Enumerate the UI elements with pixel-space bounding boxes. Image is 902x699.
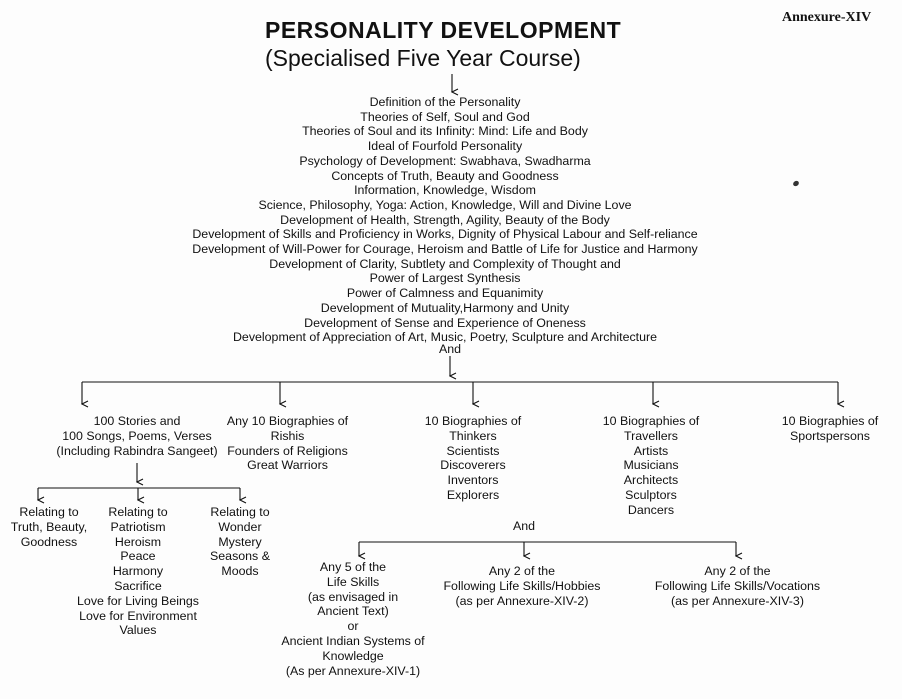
topic-item: Psychology of Development: Swabhava, Swadharma xyxy=(299,153,591,168)
life-skill-line: (as per Annexure-XIV-2) xyxy=(455,593,589,608)
sub-branch-line: Relating to xyxy=(210,505,270,519)
branch-line: Dancers xyxy=(627,502,675,517)
branch-line: Great Warriors xyxy=(247,458,328,473)
sub-branch-line: Peace xyxy=(120,549,156,564)
life-skill-line: Ancient Text) xyxy=(317,604,389,619)
sub-branch-line: Relating to xyxy=(19,505,79,519)
branch-line: 10 Biographies of xyxy=(424,414,522,428)
topic-item: Theories of Soul and its Infinity: Mind: Life and Body xyxy=(302,124,588,139)
life-skill-line: Following Life Skills/Vocations xyxy=(654,578,821,593)
life-skill-line: Any 2 of the xyxy=(704,564,771,578)
life-skill-line: Any 2 of the xyxy=(488,564,556,578)
branch-line: Rishis xyxy=(270,428,305,443)
sub-branch-line: Goodness xyxy=(20,534,78,549)
topic-item: Ideal of Fourfold Personality xyxy=(367,139,523,154)
topic-item: Development of Sense and Experience of Oneness xyxy=(304,315,586,330)
branch-line: 100 Songs, Poems, Verses xyxy=(62,428,212,443)
topic-item: Development of Health, Strength, Agility, Beauty of the Body xyxy=(280,212,610,227)
sub-branch-line: Love for Environment xyxy=(79,608,197,623)
branch-line: Sculptors xyxy=(625,487,677,502)
life-skill-line: Ancient Indian Systems of xyxy=(281,633,425,648)
sub-branch-line: Mystery xyxy=(218,534,262,549)
topic-item: Development of Appreciation of Art, Music, Poetry, Sculpture and Architecture xyxy=(232,330,658,345)
branch-thinkers xyxy=(400,414,546,503)
life-skill-line: Life Skills xyxy=(326,574,380,589)
page-title: PERSONALITY DEVELOPMENT xyxy=(265,17,622,43)
branch-line: Artists xyxy=(633,443,669,458)
life-skill-line: Following Life Skills/Hobbies xyxy=(443,578,601,593)
life-skill-line: or xyxy=(347,619,359,634)
topic-item: Development of Will-Power for Courage, Heroism and Battle of Life for Justice and Harmony xyxy=(192,242,698,257)
sub-branch-line: Harmony xyxy=(112,564,164,579)
branch-travellers xyxy=(578,414,724,518)
topic-item: Definition of the Personality xyxy=(369,95,521,109)
branch-line: Discoverers xyxy=(440,458,506,473)
sub-branch-line: Values xyxy=(119,623,157,638)
annexure-label: Annexure-XIV xyxy=(782,10,872,25)
sub-branch-line: Love for Living Beings xyxy=(77,593,199,608)
branch-line: Explorers xyxy=(446,487,500,502)
branch-line: 10 Biographies of xyxy=(602,414,700,428)
branch-line: Scientists xyxy=(446,443,500,458)
branch-line: Founders of Religions xyxy=(227,443,348,458)
branch-line: 100 Stories and xyxy=(93,414,181,428)
life-skills-hobbies xyxy=(422,564,622,608)
branch-line: Inventors xyxy=(447,473,499,488)
sub-branch-line: Moods xyxy=(221,564,259,579)
sub-branch-line: Patriotism xyxy=(110,519,166,534)
branch-line: Thinkers xyxy=(449,428,497,443)
topic-item: Development of Mutuality,Harmony and Unity xyxy=(320,300,570,315)
page-subtitle: (Specialised Five Year Course) xyxy=(265,45,581,71)
sub-branch-line: Sacrifice xyxy=(114,578,162,593)
branch-line: Travellers xyxy=(624,428,678,443)
life-skill-line: Any 5 of the xyxy=(319,560,387,574)
branch-line: Architects xyxy=(623,473,679,488)
branch-rishis xyxy=(200,414,375,473)
branch-line: 10 Biographies of xyxy=(781,414,879,428)
branch-line: Any 10 Biographies of xyxy=(226,414,349,428)
topic-item: Power of Largest Synthesis xyxy=(369,271,521,286)
branch-sportspersons xyxy=(762,414,898,444)
topic-item: Power of Calmness and Equanimity xyxy=(346,286,544,301)
topic-item: Concepts of Truth, Beauty and Goodness xyxy=(331,168,559,183)
topic-item: Development of Clarity, Subtlety and Complexity of Thought and xyxy=(269,256,621,271)
life-skill-line: Knowledge xyxy=(322,648,384,663)
topic-item: Development of Skills and Proficiency in Works, Dignity of Physical Labour and Self-reliance xyxy=(192,227,698,242)
sub-branch-line: Wonder xyxy=(218,519,262,534)
life-skill-line: (as envisaged in xyxy=(307,589,399,604)
and-connector-1: And xyxy=(438,342,462,356)
branch-line: (Including Rabindra Sangeet) xyxy=(56,443,218,458)
life-skill-line: (As per Annexure-XIV-1) xyxy=(285,663,421,678)
life-skills-vocations xyxy=(630,564,845,608)
topic-item: Theories of Self, Soul and God xyxy=(360,109,530,124)
and-connector-2: And xyxy=(512,519,536,533)
life-skill-line: (as per Annexure-XIV-3) xyxy=(671,593,804,608)
sub-branch-line: Seasons & xyxy=(210,549,270,564)
sub-branch-line: Relating to xyxy=(108,505,168,519)
life-skills-ancient xyxy=(268,560,438,678)
sub-branch-line: Heroism xyxy=(114,534,162,549)
topic-item: Science, Philosophy, Yoga: Action, Knowledge, Will and Divine Love xyxy=(258,197,632,212)
sub-branch-line: Truth, Beauty, xyxy=(10,519,88,534)
branch-line: Musicians xyxy=(623,458,679,473)
topic-item: Information, Knowledge, Wisdom xyxy=(354,183,536,198)
branch-line: Sportspersons xyxy=(790,428,870,443)
sub-branch-patriotism xyxy=(63,505,213,638)
